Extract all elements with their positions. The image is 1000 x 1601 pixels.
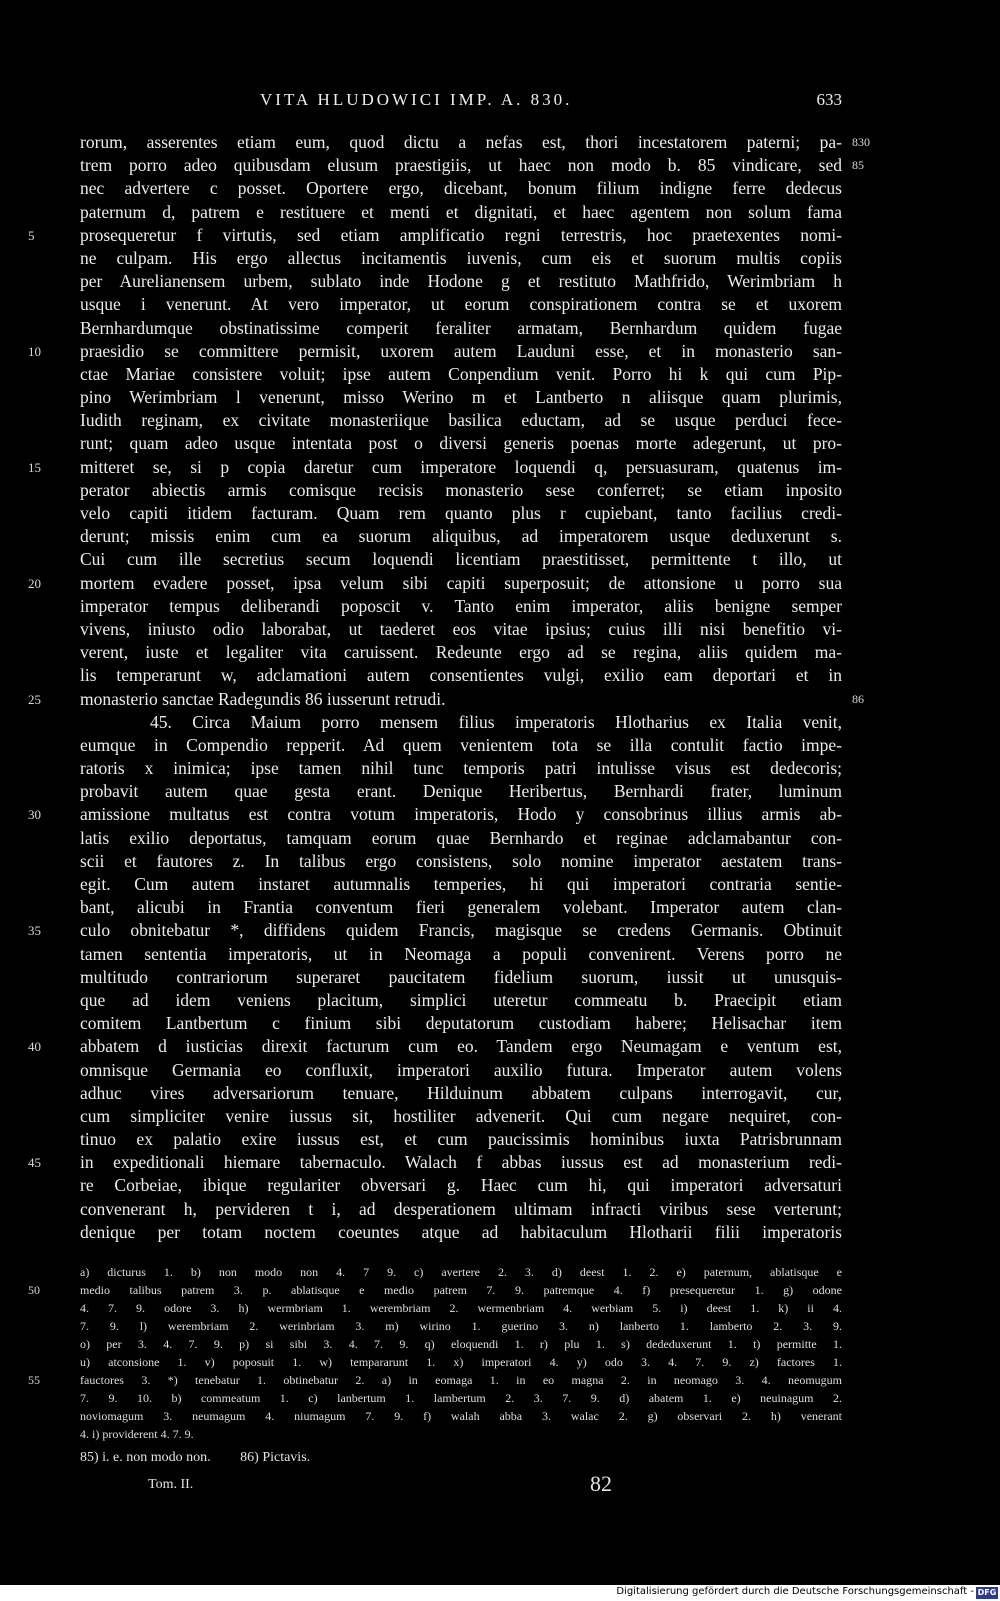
text-line [80, 641, 842, 664]
text-line-content: cum simpliciter venire iussus sit, hostiliter advenerit. Qui cum negare nequiret, con- [80, 1105, 842, 1126]
footnote-line [80, 1317, 842, 1335]
text-line [80, 548, 842, 571]
running-title: VITA HLUDOWICI IMP. A. 830. [260, 90, 573, 109]
text-line [80, 711, 842, 734]
margin-reference: 830 [852, 135, 870, 149]
text-line [28, 340, 842, 363]
footnote-line [28, 1371, 842, 1389]
text-line-content: tinuo ex palatio exire iussus est, et cum paucissimis hominibus iuxta Patrisbrunnam [80, 1129, 842, 1150]
text-line [80, 317, 842, 340]
text-line [80, 201, 842, 224]
text-line [80, 873, 842, 896]
page-footer [80, 1471, 842, 1503]
line-number: 45 [28, 1155, 41, 1171]
footnote-line [80, 1389, 842, 1407]
text-line-content: in expeditionali hiemare tabernaculo. Walach f abbas iussus est ad monasterium redi- [80, 1152, 842, 1173]
footnote-line-content: 4. i) providerent 4. 7. 9. [80, 1427, 194, 1441]
text-line [80, 850, 842, 873]
text-line-content: nec advertere c posset. Oportere ergo, dicebant, bonum filium indigne ferre dedecus [80, 178, 842, 199]
text-line [80, 386, 842, 409]
text-line [80, 409, 842, 432]
text-line [80, 757, 842, 780]
footnote-line [80, 1425, 842, 1443]
footnote-line [80, 1299, 842, 1317]
text-line [80, 479, 842, 502]
text-line-content: tamen sententia imperatoris, ut in Neomaga a populi convenirent. Verens porro ne [80, 943, 842, 964]
dfg-logo: DFG [977, 1588, 997, 1597]
text-line [80, 1198, 842, 1221]
text-line [80, 525, 842, 548]
text-line [80, 270, 842, 293]
footnote-line-content: 7. 9. l) werembriam 2. werinbriam 3. m) wirino 1. guerino 3. n) lanberto 1. lamberto 2. 3. 9. [80, 1319, 842, 1333]
text-line [80, 1082, 842, 1105]
text-line-content: ne culpam. His ergo allectus incitamentis iuvenis, cum eis et suorum multis copiis [80, 247, 842, 268]
text-line [80, 1221, 842, 1244]
text-line-content: paternum d, patrem e restituere et menti et dignitati, et haec agentem non solum fama [80, 201, 842, 222]
footnote-line-content: 4. 7. 9. odore 3. h) wermbriam 1. werembriam 2. wermenbriam 4. werbiam 5. i) deest 1. k) ii 4. [80, 1301, 842, 1315]
text-line-content: latis exilio deportatus, tamquam eorum quae Bernhardo et reginae adclamabantur con- [80, 827, 842, 848]
text-line [28, 1035, 842, 1058]
text-line-content: mitteret se, si p copia daretur cum imperatore loquendi q, persuasuram, quatenus im- [80, 456, 842, 477]
footnote-line [80, 1353, 842, 1371]
text-line [80, 131, 870, 154]
page-number: 633 [816, 90, 842, 109]
line-number: 15 [28, 459, 41, 475]
text-line-content: prosequeretur f virtutis, sed etiam amplificatio regni terrestris, hoc praetexentes nomi- [80, 224, 842, 245]
text-line-content: ctae Mariae consistere voluit; ipse autem Conpendium venit. Porro hi k qui cum Pip- [80, 363, 842, 384]
text-line-content: omnisque Germania eo confluxit, imperatori auxilio futura. Imperator autem volens [80, 1059, 842, 1080]
text-line-content: monasterio sanctae Radegundis 86 iusserunt retrudi. [80, 688, 446, 709]
text-line-content: usque i venerunt. At vero imperator, ut eorum conspirationem contra se et uxorem [80, 294, 842, 315]
text-line [80, 1105, 842, 1128]
text-line-content: 45. Circa Maium porro mensem filius imperatoris Hlotharius ex Italia venit, [150, 711, 842, 732]
footnote-line-content: medio talibus patrem 3. p. ablatisque e medio patrem 7. 9. patremque 4. f) presequeretur 1. g) odone [80, 1283, 842, 1297]
endnote-86: 86) Pictavis. [240, 1450, 311, 1465]
text-line-content: egit. Cum autem instaret autumnalis temperies, hi qui imperatori contraria sentie- [80, 874, 842, 894]
text-line [80, 154, 864, 177]
footnote-line-content: u) atconsione 1. v) poposuit 1. w) tempararunt 1. x) imperatori 4. y) odo 3. 4. 7. 9. z) factores 1. [80, 1355, 842, 1369]
text-line-content: pino Werimbriam l venerunt, misso Werino m et Lantberto n aliisque quam plurimis, [80, 387, 842, 408]
margin-reference: 85 [852, 158, 864, 173]
footnote-line [28, 1281, 842, 1299]
text-line-content: velo capiti itidem facturam. Quam rem quanto plus r cupiebant, tanto facilius credi- [80, 503, 842, 523]
line-number: 35 [28, 923, 41, 939]
line-number: 30 [28, 807, 41, 823]
text-line [80, 966, 842, 989]
text-line [80, 780, 842, 803]
footnotes [28, 1263, 842, 1443]
page-header [80, 90, 842, 116]
text-line-content: convenerant h, pervideren t i, ad desperationem ultimam infracti viribus sese verterunt; [80, 1198, 842, 1219]
text-line-content: Iudith reginam, ex civitate monasteriique basilica eductam, ad se usque perduci fece- [80, 410, 842, 431]
text-line-content: amissione multatus est contra votum imperatoris, Hodo y consobrinus illius armis ab- [80, 804, 842, 825]
credit-bar [0, 1585, 1000, 1601]
text-line-content: abbatem d iusticias direxit facturum cum eo. Tandem ergo Neumagam e ventum est, [80, 1036, 842, 1057]
text-line-content: verent, iuste et legaliter vita caruissent. Redeunte ergo ad se regina, aliis quidem ma- [80, 642, 842, 663]
text-line [28, 572, 842, 595]
text-line [28, 224, 842, 247]
text-line [28, 688, 864, 711]
text-line-content: comitem Lantbertum c finium sibi deputatorum custodiam habere; Helisachar item [80, 1013, 842, 1034]
text-line-content: rorum, asserentes etiam eum, quod dictu a nefas est, thori incestatorem paterni; pa- [80, 132, 842, 152]
text-line [80, 1012, 842, 1035]
text-line-content: perator abiectis armis comisque recisis monasterio sese conferret; se etiam inposito [80, 479, 842, 500]
footnote-line [80, 1335, 842, 1353]
text-line-content: per Aurelianensem urbem, sublato inde Hodone g et restituto Mathfrido, Werimbriam h [80, 271, 842, 292]
text-line [80, 1128, 842, 1151]
text-line [28, 803, 842, 826]
text-line [80, 595, 842, 618]
line-number: 25 [28, 691, 41, 707]
footnote-line [80, 1263, 842, 1281]
volume-label: Tom. II. [148, 1477, 194, 1492]
text-line-content: culo obnitebatur *, diffidens quidem Francis, magisque se credens Germanis. Obtinuit [80, 920, 842, 941]
text-line [80, 363, 842, 386]
text-line-content: denique per totam noctem coeuntes atque ad habitaculum Hlotharii filii imperatoris [80, 1221, 842, 1242]
text-line-content: imperator tempus deliberandi poposcit v. Tanto enim imperator, aliis benigne semper [80, 595, 842, 616]
footnote-line [80, 1407, 842, 1425]
line-number: 50 [28, 1283, 40, 1297]
text-line [80, 1174, 842, 1197]
text-line [80, 943, 842, 966]
footnote-line-content: 7. 9. 10. b) commeatum 1. c) lanbertum 1. lambertum 2. 3. 7. 9. d) abatem 1. e) neuinagum 2. [80, 1391, 842, 1405]
line-number: 55 [28, 1373, 40, 1387]
text-line-content: bant, alicubi in Frantia conventum fieri generalem volebant. Imperator autem clan- [80, 897, 842, 918]
text-line [80, 989, 842, 1012]
text-line-content: mortem evadere posset, ipsa velum sibi capiti superposuit; de attonsione u porro sua [80, 572, 842, 593]
text-line [80, 896, 842, 919]
line-number: 20 [28, 575, 41, 591]
footnote-line-content: fauctores 3. *) tenebatur 1. obtinebatur 2. a) in eomaga 1. in eo magna 2. in neomago 3. 4. neomugum [80, 1373, 842, 1387]
text-line-content: praesidio se committere permisit, uxorem autem Lauduni esse, et in monasterio san- [80, 340, 842, 361]
footnote-line-content: o) per 3. 4. 7. 9. p) si sibi 3. 4. 7. 9. q) eloquendi 1. r) plu 1. s) dededuxerunt 1. t) permitte 1. [80, 1337, 842, 1351]
text-line [80, 502, 842, 525]
text-line-content: ratoris x inimica; ipse tamen nihil tunc temporis patri intulisse visus est dedecoris; [80, 758, 842, 779]
line-number: 10 [28, 343, 41, 359]
text-line [80, 432, 842, 455]
text-line-content: trem porro adeo quibusdam elusum praestigiis, ut haec non modo b. 85 vindicare, sed [80, 155, 842, 176]
text-line-content: adhuc vires adversariorum tenuare, Hilduinum abbatem culpans interrogavit, cur, [80, 1082, 842, 1103]
line-number: 5 [28, 227, 35, 243]
text-line-content: lis temperarunt w, adclamationi autem consentientes vulgi, exilio eam deportari et in [80, 665, 842, 686]
text-line-content: re Corbeiae, ibique regulariter obversari g. Haec cum hi, qui imperatori adversaturi [80, 1175, 842, 1196]
text-line-content: eumque in Compendio repperit. Ad quem venientem tota se illa contulit factio impe- [80, 734, 842, 755]
text-line [28, 456, 842, 479]
text-line-content: que ad idem veniens placitum, simplici uteretur commeatu b. Praecipit etiam [80, 989, 842, 1010]
signature-mark: 82 [590, 1471, 612, 1496]
text-line-content: probavit autem quae gesta erant. Denique Heribertus, Bernhardi frater, luminum [80, 781, 842, 802]
text-line [28, 919, 842, 942]
endnote-85: 85) i. e. non modo non. [80, 1450, 211, 1465]
credit-text: Digitalisierung gefördert durch die Deutsche Forschungsgemeinschaft - [616, 1586, 974, 1597]
text-line-content: runt; quam adeo usque intentata post o diversi generis poenas morte adegerunt, ut pro- [80, 433, 842, 454]
text-line-content: derunt; missis enim cum ea suorum aliquibus, ad imperatorem usque deduxerunt s. [80, 526, 842, 547]
margin-reference: 86 [852, 691, 864, 706]
main-text [28, 131, 870, 1244]
footnote-line-content: a) dicturus 1. b) non modo non 4. 7 9. c) avertere 2. 3. d) deest 1. 2. e) paternum, ablatisque e [80, 1265, 842, 1279]
text-line-content: scii et fautores z. In talibus ergo consistens, solo nomine imperator aestatem trans- [80, 850, 842, 871]
text-line [80, 734, 842, 757]
text-line [80, 293, 842, 316]
text-line [80, 247, 842, 270]
text-line [80, 827, 842, 850]
text-line [80, 664, 842, 687]
text-line-content: Cui cum ille secretius secum loquendi licentiam praestitisset, permittente t illo, ut [80, 549, 842, 570]
text-line [80, 177, 842, 200]
text-line-content: vivens, iniusto odio laborabat, ut taederet eos vitae ipsius; cuius illi nisi benefitio vi- [80, 618, 842, 639]
text-line-content: Bernhardumque obstinatissime comperit feraliter armatam, Bernhardum quidem fugae [80, 317, 842, 338]
line-number: 40 [28, 1039, 41, 1055]
text-line [80, 1059, 842, 1082]
text-line [80, 618, 842, 641]
text-line-content: multitudo contrariorum superaret paucitatem fidelium suorum, iussit ut unusquis- [80, 966, 842, 987]
footnote-line-content: noviomagum 3. neumagum 4. niumagum 7. 9. f) walah abba 3. walac 2. g) observari 2. h) venerant [80, 1409, 842, 1423]
endnotes [80, 1448, 842, 1468]
text-line [28, 1151, 842, 1174]
